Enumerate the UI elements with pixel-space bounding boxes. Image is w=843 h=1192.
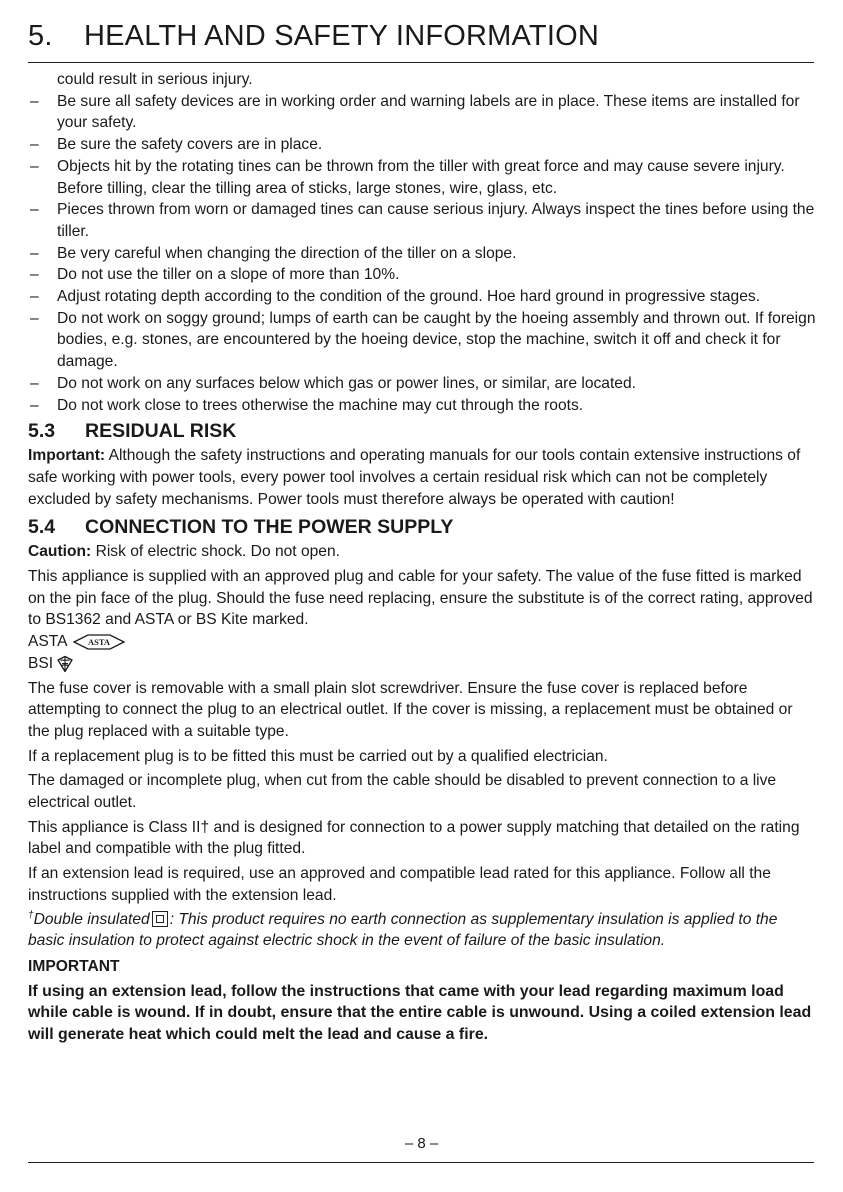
safety-bullet	[28, 243, 818, 265]
caution-label: Caution:	[28, 543, 92, 561]
header-rule	[28, 62, 814, 63]
damaged-plug-paragraph: The damaged or incomplete plug, when cut from the cable should be disabled to prevent connection to a live electrical outlet.	[28, 772, 777, 812]
bullet-text: Be sure the safety covers are in place.	[57, 136, 323, 154]
important-warning-text: If using an extension lead, follow the instructions that came with your lead regarding maximum load while cable is wound. If in doubt, ensure that the entire cable is unwound. Using a coiled extension lead will generate heat which could melt the lead and cause a fire.	[28, 982, 812, 1044]
double-insulated-icon	[152, 911, 168, 927]
section-number: 5.	[28, 20, 53, 52]
asta-logo-icon	[73, 633, 125, 651]
class-ii-paragraph: This appliance is Class II† and is designed for connection to a power supply matching that detailed on the rating label and compatible with the plug fitted.	[28, 818, 800, 858]
bullet-text: Do not use the tiller on a slope of more than 10%.	[57, 266, 400, 284]
caution-line	[28, 541, 818, 563]
bullet-text: Be sure all safety devices are in working order and warning labels are in place. These items are installed for your safety.	[57, 92, 800, 132]
subsection-title: CONNECTION TO THE POWER SUPPLY	[85, 516, 454, 539]
dash-marker: –	[30, 201, 39, 219]
safety-bullet	[28, 156, 818, 199]
subsection-number: 5.4	[28, 516, 56, 539]
section-title: HEALTH AND SAFETY INFORMATION	[84, 20, 599, 52]
bsi-label: BSI	[28, 654, 54, 672]
bullet-text: Pieces thrown from worn or damaged tines can cause serious injury. Always inspect the tines before using the tiller.	[57, 201, 815, 240]
subsection-number: 5.3	[28, 420, 56, 443]
bullet-text: Objects hit by the rotating tines can be thrown from the tiller with great force and may cause severe injury. Before tilling, clear the tilling area of sticks, large stones, wire, glass, etc.	[57, 157, 785, 197]
footnote-mark: †	[28, 909, 34, 921]
safety-bullet	[28, 373, 818, 395]
asta-label: ASTA	[28, 633, 68, 651]
footnote-text: : This product requires no earth connection as supplementary insulation is applied to the basic insulation to protect against electric shock in the event of failure of the basic insulation.	[28, 910, 778, 950]
subsection-title: RESIDUAL RISK	[85, 420, 237, 443]
fuse-cover-paragraph: The fuse cover is removable with a small plain slot screwdriver. Ensure the fuse cover is replaced before attempting to connect the plug to an electrical outlet. If the cover is missing, a replacement must be obtained or the plug replaced with a suitable type.	[28, 679, 793, 740]
dash-marker: –	[30, 244, 39, 262]
extension-lead-paragraph: If an extension lead is required, use an approved and compatible lead rated for this appliance. Follow all the instructions supplied with the extension lead.	[28, 865, 771, 904]
dash-marker: –	[30, 92, 39, 110]
bullet-text: Do not work close to trees otherwise the machine may cut through the roots.	[57, 396, 584, 414]
intro-continuation: could result in serious injury.	[57, 71, 253, 88]
page-number: – 8 –	[404, 1135, 439, 1152]
dash-marker: –	[30, 288, 39, 306]
safety-bullet	[28, 395, 818, 417]
caution-text: Risk of electric shock. Do not open.	[91, 543, 340, 561]
residual-risk-paragraph	[28, 445, 818, 510]
page-title	[28, 20, 599, 53]
safety-bullet	[28, 308, 818, 373]
dash-marker: –	[30, 374, 39, 392]
dash-marker: –	[30, 266, 39, 284]
bullet-text: Adjust rotating depth according to the condition of the ground. Hoe hard ground in progressive stages.	[57, 288, 761, 306]
asta-row	[28, 631, 818, 653]
dash-marker: –	[30, 309, 39, 327]
fuse-paragraph: This appliance is supplied with an approved plug and cable for your safety. The value of the fuse fitted is marked on the pin face of the plug. Should the fuse need replacing, ensure the substitute is of the correct rating, approved to BS1362 and ASTA or BS Kite marked.	[28, 568, 813, 629]
safety-bullet	[28, 199, 818, 242]
dash-marker: –	[30, 136, 39, 154]
residual-risk-text: Although the safety instructions and operating manuals for our tools contain extensive instructions of safe working with power tools, every power tool involves a certain residual risk which can not be completely excluded by safety mechanisms. Power tools must therefore always be operated with caution!	[28, 447, 801, 508]
safety-bullet	[28, 134, 818, 156]
residual-risk-heading	[28, 419, 818, 443]
safety-bullet	[28, 91, 818, 134]
bullet-text: Do not work on any surfaces below which gas or power lines, or similar, are located.	[57, 374, 636, 392]
safety-bullet-list	[28, 91, 818, 417]
footnote-lead: Double insulated	[33, 910, 150, 928]
safety-bullet	[28, 286, 818, 308]
important-heading: IMPORTANT	[28, 957, 120, 975]
asta-logo-text: ASTA	[87, 637, 110, 648]
connection-heading	[28, 515, 818, 539]
safety-bullet	[28, 264, 818, 286]
dash-marker: –	[30, 396, 39, 414]
important-label: Important:	[28, 447, 106, 465]
dash-marker: –	[30, 157, 39, 175]
page-content	[28, 69, 818, 1046]
bsi-row	[28, 653, 818, 675]
bullet-text: Do not work on soggy ground; lumps of earth can be caught by the hoeing assembly and thrown out. If foreign bodies, e.g. stones, are encountered by the hoeing device, stop the machine, switch it off and check it for damage.	[57, 309, 816, 371]
bullet-text: Be very careful when changing the direction of the tiller on a slope.	[57, 244, 517, 262]
footer-rule	[28, 1162, 814, 1163]
bsi-kitemark-icon	[56, 655, 74, 673]
replacement-plug-paragraph: If a replacement plug is to be fitted this must be carried out by a qualified electrician.	[28, 747, 608, 765]
double-insulated-footnote	[28, 909, 818, 952]
